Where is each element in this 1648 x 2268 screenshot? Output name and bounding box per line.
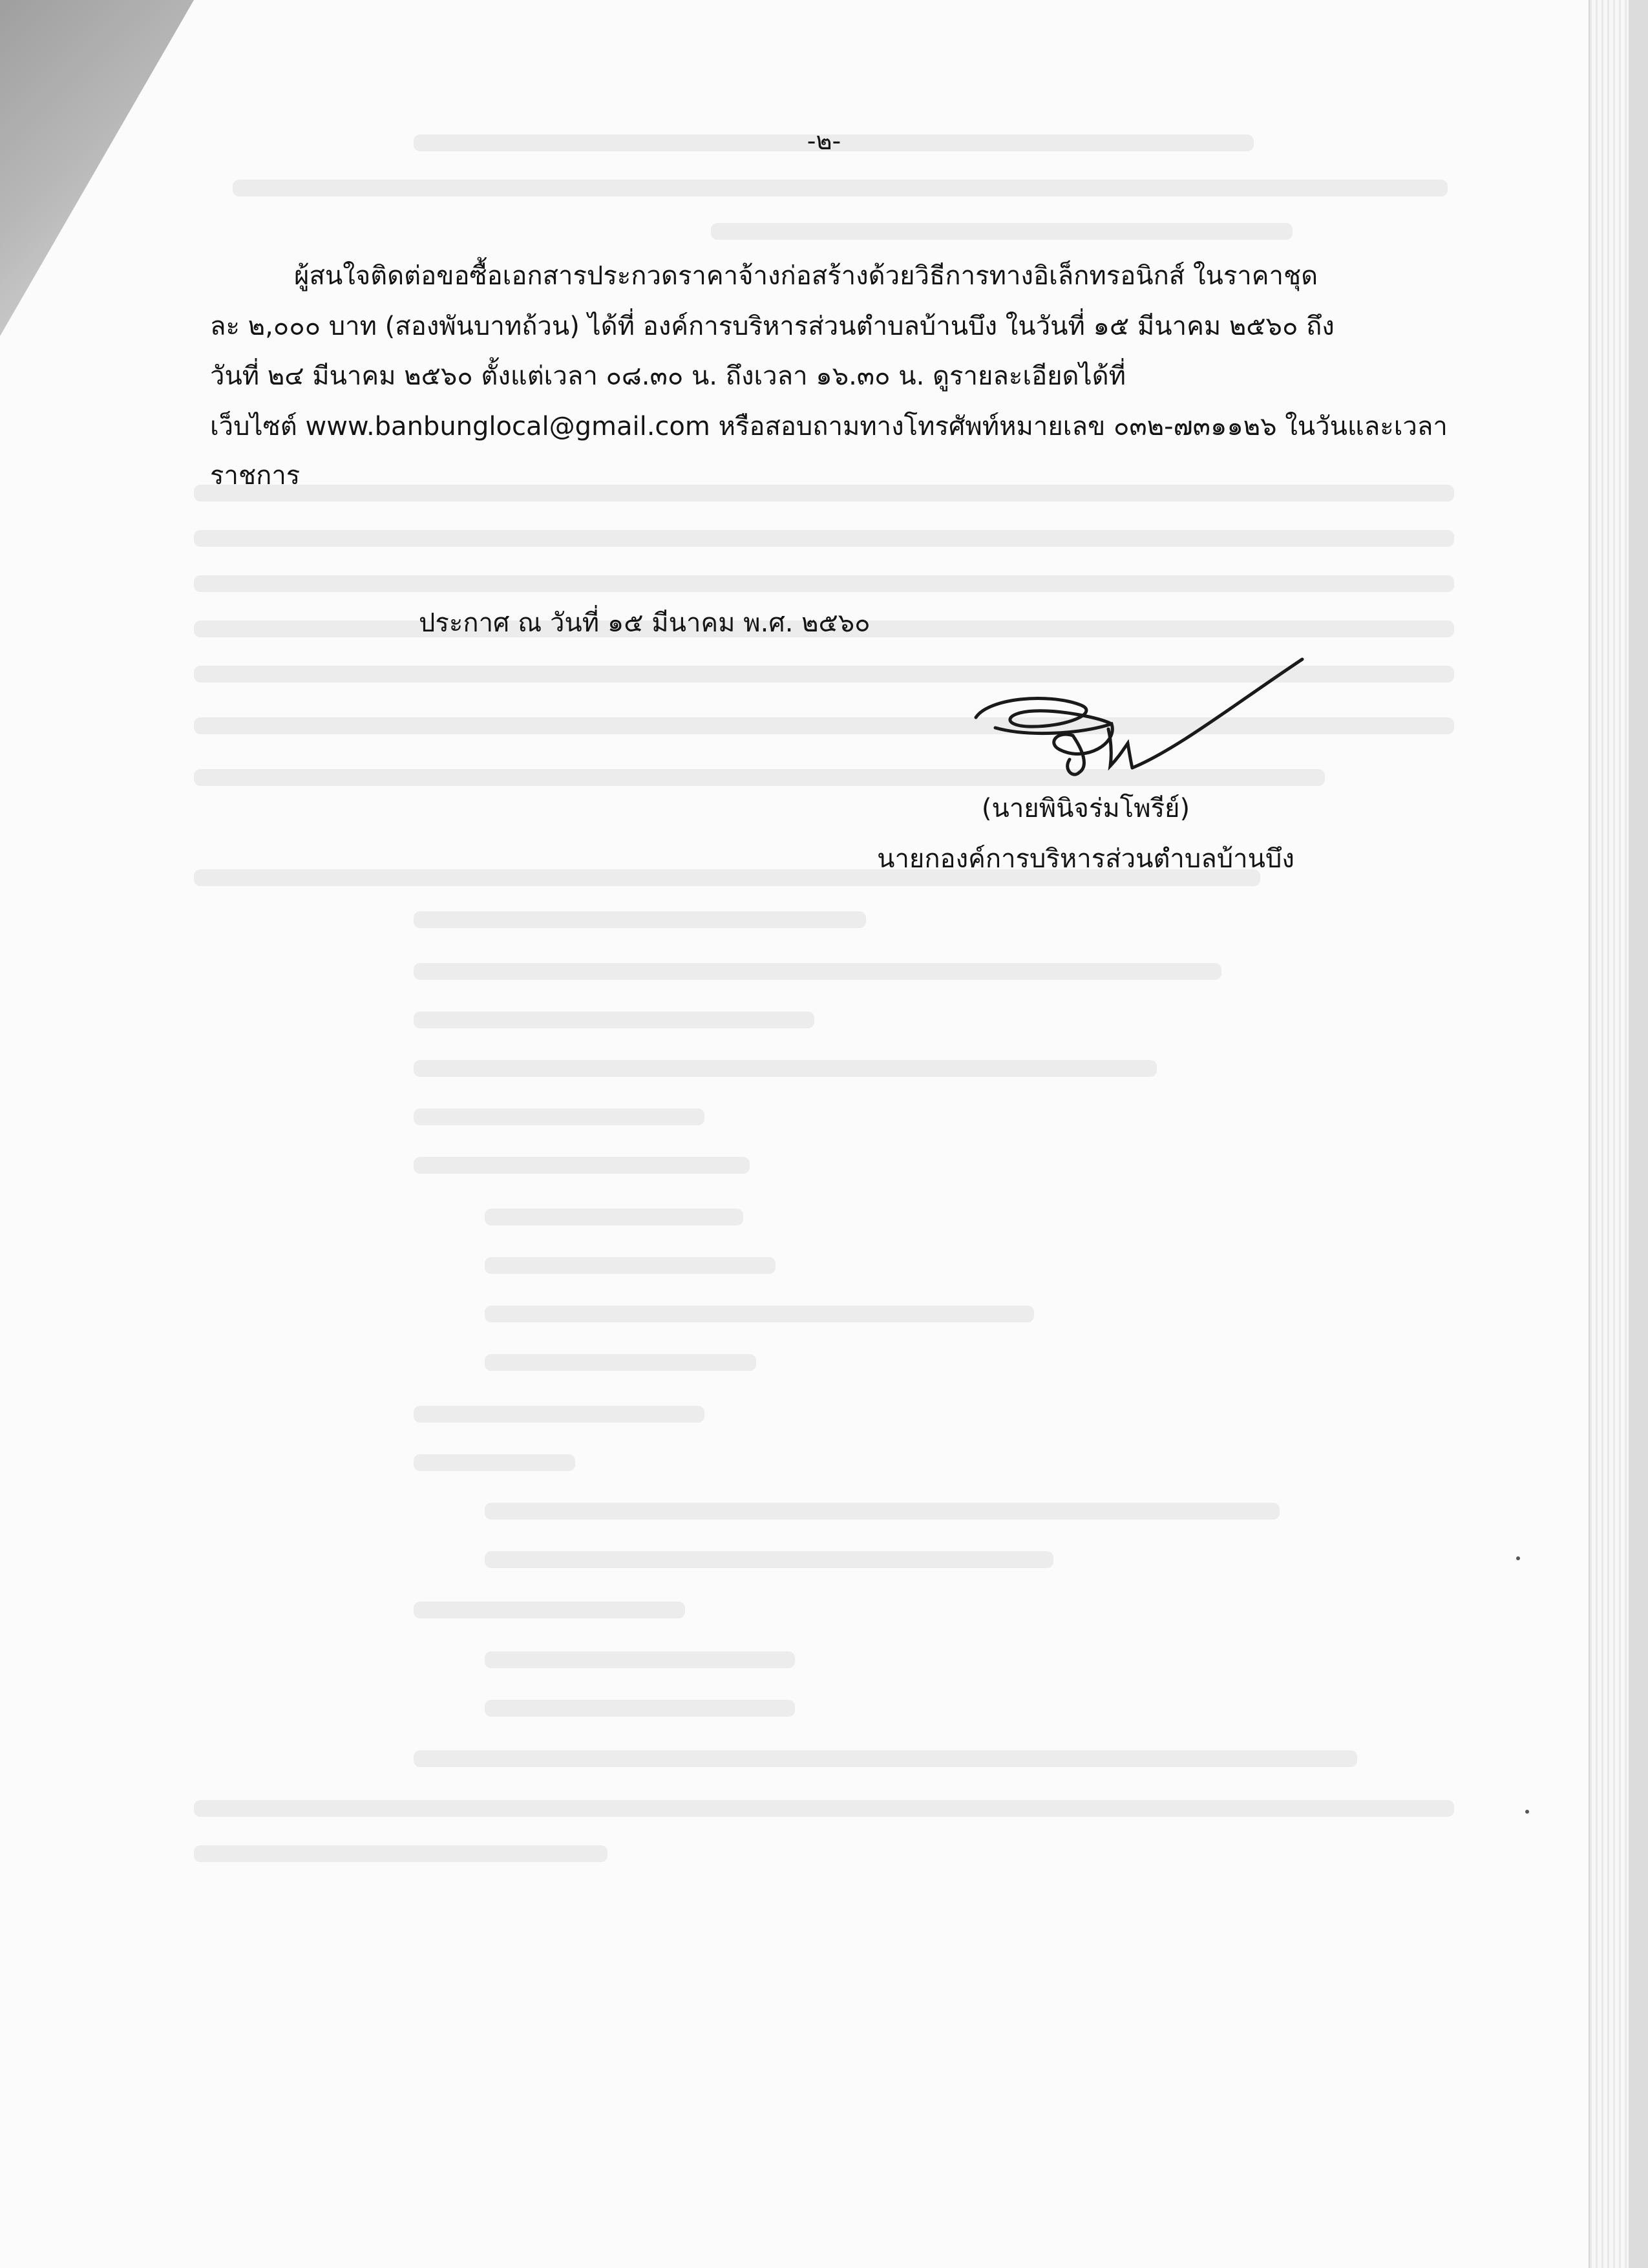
body-line-1: ผู้สนใจติดต่อขอซื้อเอกสารประกวดราคาจ้างก่อสร้างด้วยวิธีการทางอิเล็กทรอนิกส์ ในราคาชุด	[294, 261, 1318, 291]
bleed-through	[485, 1551, 1053, 1568]
signer-name: (นายพินิจร่มโพรีย์)	[981, 794, 1190, 823]
bleed-through	[414, 1750, 1357, 1767]
bleed-through	[414, 1157, 750, 1174]
body-line-4: เว็บไซต์ www.banbunglocal@gmail.com หรือสอบถามทางโทรศัพท์หมายเลข ๐๓๒-๗๓๑๑๒๖ ในวันและเวลา	[210, 412, 1448, 441]
bleed-through	[414, 1108, 704, 1125]
body-line-5: ราชการ	[210, 461, 301, 491]
bleed-through	[194, 1800, 1454, 1817]
bleed-through	[485, 1209, 743, 1225]
bleed-through	[194, 575, 1454, 592]
dust-speck	[1525, 1810, 1529, 1814]
bleed-through	[485, 1306, 1034, 1322]
bleed-through	[485, 1354, 756, 1371]
bleed-through	[194, 1845, 607, 1862]
bleed-through	[485, 1651, 795, 1668]
body-line-2: ละ ๒,๐๐๐ บาท (สองพันบาทถ้วน) ได้ที่ องค์การบริหารส่วนตำบลบ้านบึง ในวันที่ ๑๕ มีนาคม ๒๕๖๐ ถึง	[210, 312, 1335, 341]
bleed-through	[414, 1060, 1157, 1077]
bleed-through	[485, 1503, 1280, 1520]
signer-title: นายกองค์การบริหารส่วนตำบลบ้านบึง	[877, 844, 1294, 874]
bleed-through	[194, 530, 1454, 547]
bleed-through	[414, 963, 1221, 980]
handwritten-signature	[950, 653, 1312, 808]
bleed-through	[414, 1406, 704, 1423]
bleed-through	[414, 911, 866, 928]
dust-speck	[1516, 1556, 1520, 1560]
page-number: -๒-	[807, 127, 841, 155]
bleed-through	[485, 1257, 776, 1274]
bleed-through	[711, 223, 1293, 240]
bleed-through	[485, 1700, 795, 1717]
bleed-through	[414, 1454, 575, 1471]
bleed-through	[414, 1602, 685, 1618]
body-line-3: วันที่ ๒๔ มีนาคม ๒๕๖๐ ตั้งแต่เวลา ๐๘.๓๐ น. ถึงเวลา ๑๖.๓๐ น. ดูรายละเอียดได้ที่	[210, 361, 1126, 391]
folded-corner	[0, 0, 194, 336]
announcement-date: ประกาศ ณ วันที่ ๑๕ มีนาคม พ.ศ. ๒๕๖๐	[419, 608, 871, 638]
bleed-through	[194, 485, 1454, 502]
bleed-through	[233, 180, 1448, 196]
bleed-through	[414, 1012, 814, 1028]
page-stack-edge	[1589, 0, 1629, 2268]
